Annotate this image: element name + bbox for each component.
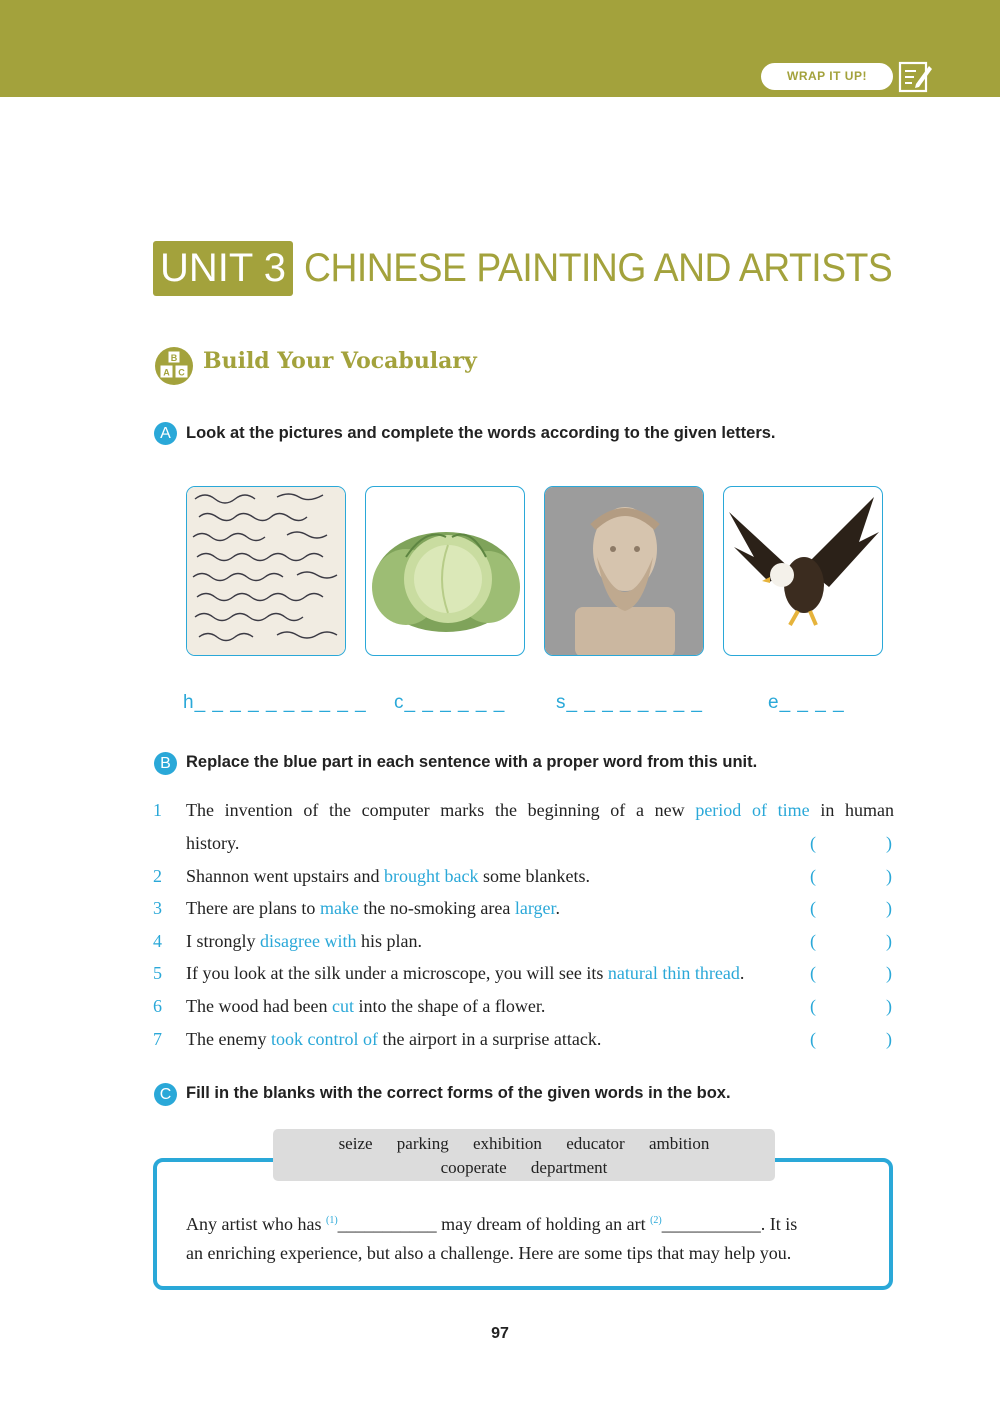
eagle-image [723, 486, 883, 656]
answer-parentheses[interactable] [810, 833, 892, 854]
cabbage-illustration [366, 487, 525, 656]
highlighted-phrase: make [319, 898, 359, 918]
paren-open: ( [810, 996, 816, 1016]
item-number: 5 [153, 963, 162, 983]
sentence [186, 866, 590, 887]
sentence-text: the airport in a surprise attack. [377, 1029, 602, 1049]
paren-open: ( [810, 931, 816, 951]
paren-close: ) [886, 996, 892, 1016]
item-number: 4 [153, 931, 162, 951]
sentence-text: The invention of the computer marks the beginning of a new [186, 800, 696, 820]
answer-parentheses[interactable] [810, 996, 892, 1017]
sentence-text: Shannon went upstairs and [186, 866, 384, 886]
svg-text:A: A [163, 367, 170, 378]
word-bank-item: exhibition [472, 1134, 542, 1153]
answer-parentheses[interactable] [810, 866, 892, 887]
section-a-letter: A [154, 422, 177, 445]
word-bank-row-2 [273, 1156, 775, 1180]
paren-close: ) [886, 866, 892, 886]
eagle-illustration [724, 487, 883, 656]
section-b-letter: B [154, 752, 177, 775]
pencil-notepad-icon [898, 60, 932, 93]
passage-line-1 [186, 1204, 866, 1241]
answer-parentheses[interactable] [810, 1029, 892, 1050]
highlighted-phrase: cut [331, 996, 354, 1016]
section-c-letter: C [154, 1083, 177, 1106]
sentence-text: I strongly [186, 931, 260, 951]
word-bank-item: seize [338, 1134, 373, 1153]
svg-text:C: C [178, 367, 185, 378]
sentence-text: the no-smoking area [358, 898, 515, 918]
paren-open: ( [810, 866, 816, 886]
paren-close: ) [886, 1029, 892, 1049]
sentence-text: into the shape of a flower. [353, 996, 546, 1016]
answer-parentheses[interactable] [810, 963, 892, 984]
item-number: 7 [153, 1029, 162, 1049]
sentence-text: If you look at the silk under a microscope, you will see its [186, 963, 608, 983]
item-number: 2 [153, 866, 162, 886]
section-b-instruction: Replace the blue part in each sentence with a proper word from this unit. [186, 753, 758, 771]
unit-title: CHINESE PAINTING AND ARTISTS [304, 246, 893, 290]
highlighted-phrase: took control of [270, 1029, 378, 1049]
sentence-text: . [555, 898, 561, 918]
word-bank-item: department [530, 1158, 608, 1177]
highlighted-phrase: period of time [695, 800, 810, 820]
blank-word-h: h_ _ _ _ _ _ _ _ _ _ [183, 692, 367, 713]
paren-close: ) [886, 963, 892, 983]
paren-open: ( [810, 1029, 816, 1049]
paren-open: ( [810, 963, 816, 983]
highlighted-phrase: disagree with [260, 931, 357, 951]
sentence-text: in human [809, 800, 894, 820]
bust-statue-image [544, 486, 704, 656]
sentence [186, 996, 545, 1017]
blank-number-2: (2) [650, 1215, 662, 1226]
blank-2[interactable]: ___________ [661, 1214, 761, 1234]
blank-word-s: s_ _ _ _ _ _ _ _ [556, 692, 703, 713]
vocab-heading: Build Your Vocabulary [203, 348, 477, 374]
sentence [186, 833, 239, 854]
blank-word-e: e_ _ _ _ [768, 692, 845, 713]
word-bank-row-1 [273, 1129, 775, 1156]
sentence [186, 931, 422, 952]
sentence [186, 898, 560, 919]
word-bank-item: ambition [648, 1134, 710, 1153]
passage-text: . It is [760, 1214, 798, 1234]
paren-close: ) [886, 833, 892, 853]
sentence-text: The wood had been [186, 996, 332, 1016]
highlighted-phrase: brought back [383, 866, 479, 886]
section-a-instruction: Look at the pictures and complete the words according to the given letters. [186, 424, 776, 442]
paren-close: ) [886, 898, 892, 918]
answer-parentheses[interactable] [810, 898, 892, 919]
handwriting-image [186, 486, 346, 656]
word-bank-item: educator [566, 1134, 625, 1153]
sentence [186, 800, 894, 821]
word-bank-item: cooperate [440, 1158, 507, 1177]
blank-number-1: (1) [325, 1215, 338, 1226]
handwriting-illustration [187, 487, 346, 656]
item-number: 6 [153, 996, 162, 1016]
paren-close: ) [886, 931, 892, 951]
sentence-text: The enemy [186, 1029, 271, 1049]
highlighted-phrase: larger [514, 898, 556, 918]
paren-open: ( [810, 833, 816, 853]
section-c-instruction: Fill in the blanks with the correct forms of the given words in the box. [186, 1084, 731, 1102]
svg-text:B: B [170, 353, 178, 363]
word-bank [273, 1129, 775, 1181]
bust-illustration [545, 487, 704, 656]
sentence-text: his plan. [356, 931, 422, 951]
sentence-text: . [739, 963, 745, 983]
paren-open: ( [810, 898, 816, 918]
blank-1[interactable]: ___________ [337, 1214, 437, 1234]
highlighted-phrase: natural thin thread [607, 963, 740, 983]
sentence [186, 1029, 601, 1050]
item-number: 3 [153, 898, 162, 918]
passage-text: Any artist who has [186, 1214, 326, 1234]
passage-text: may dream of holding an art [436, 1214, 651, 1234]
unit-badge: UNIT 3 [153, 241, 293, 296]
sentence [186, 963, 744, 984]
answer-parentheses[interactable] [810, 931, 892, 952]
sentence-text: There are plans to [186, 898, 320, 918]
passage-line-2: an enriching experience, but also a challenge. Here are some tips that may help you. [186, 1243, 792, 1263]
cabbage-image [365, 486, 525, 656]
page-number: 97 [491, 1325, 509, 1342]
abc-blocks-icon [152, 346, 196, 386]
blank-word-c: c_ _ _ _ _ _ [394, 692, 506, 713]
word-bank-item: parking [396, 1134, 449, 1153]
item-number: 1 [153, 800, 162, 820]
sentence-text: some blankets. [478, 866, 590, 886]
wrap-it-up-label: WRAP IT UP! [761, 63, 893, 90]
sentence-text: history. [186, 833, 240, 853]
